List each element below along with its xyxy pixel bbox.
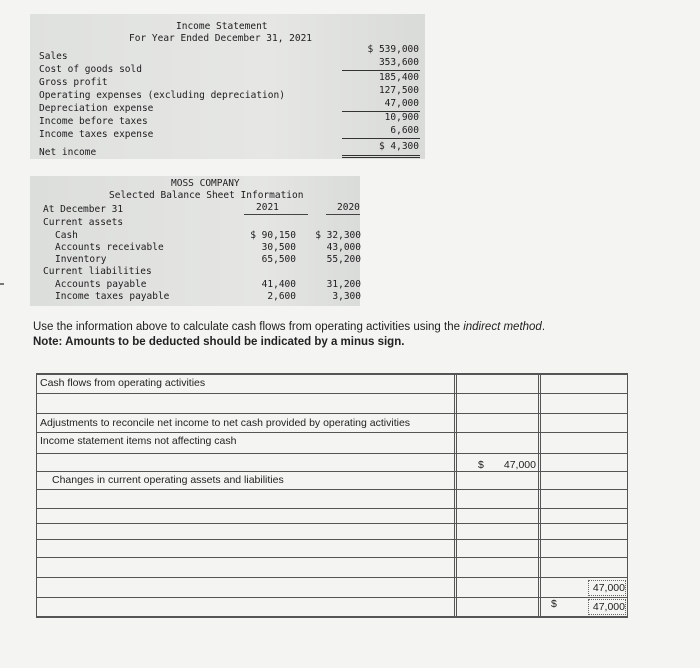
is-label-depreciation: Depreciation expense	[39, 103, 154, 114]
header-cash-flows-operating: Cash flows from operating activities	[40, 377, 206, 389]
depreciation-currency: $	[478, 459, 484, 471]
input-row-5-label[interactable]	[37, 540, 454, 556]
is-value-net-income: $ 4,300	[378, 141, 419, 152]
input-row-4-amount[interactable]	[457, 524, 537, 538]
input-row-3-label[interactable]	[37, 509, 454, 522]
cash-flow-worksheet	[36, 373, 628, 617]
is-rule-1	[342, 70, 420, 71]
bs-ap-2020: 31,200	[326, 279, 361, 290]
bs-current-liabilities-label: Current liabilities	[43, 266, 152, 277]
bs-ar-2020: 43,000	[326, 242, 361, 253]
input-row-0-label[interactable]	[37, 394, 454, 412]
balance-sheet-panel	[30, 176, 360, 306]
instructions-emphasis: indirect method	[463, 321, 542, 333]
label-non-cash-items: Income statement items not affecting cash	[40, 435, 237, 447]
net-cash-provided-amount: 47,000	[588, 599, 626, 615]
bs-cash-2021: $ 90,150	[250, 230, 296, 241]
subtotal-changes-amount: 47,000	[588, 580, 626, 596]
is-label-income-taxes: Income taxes expense	[39, 129, 154, 140]
grid-col-mid-2	[538, 373, 539, 617]
depreciation-amount: 47,000	[503, 459, 536, 471]
instructions-text: Use the information above to calculate cash flows from operating activities using the	[33, 321, 464, 333]
bs-taxes-2020: 3,300	[332, 291, 361, 302]
bs-col-2021: 2021	[256, 202, 279, 213]
is-label-opex: Operating expenses (excluding depreciation)	[39, 90, 285, 101]
input-row-6-amount[interactable]	[457, 558, 537, 576]
input-row-3-amount[interactable]	[457, 509, 537, 522]
bs-asset-inventory-label: Inventory	[55, 254, 107, 265]
is-value-income-before-taxes: 10,900	[384, 112, 419, 123]
is-label-income-before-taxes: Income before taxes	[39, 116, 148, 127]
bs-asset-ar-label: Accounts receivable	[55, 242, 164, 253]
income-statement-title: Income Statement	[176, 21, 268, 32]
instructions-line-1	[33, 321, 545, 333]
bs-liab-taxes-label: Income taxes payable	[55, 291, 170, 302]
bs-cash-2020: $ 32,300	[315, 230, 361, 241]
income-statement-panel	[30, 14, 425, 159]
input-row-2-label[interactable]	[37, 490, 454, 507]
is-rule-double-2	[342, 157, 420, 158]
bs-current-assets-label: Current assets	[43, 217, 124, 228]
is-value-cogs: 353,600	[378, 57, 419, 68]
grid-col-right	[627, 373, 628, 617]
is-value-depreciation: 47,000	[384, 98, 419, 109]
bs-inventory-2020: 55,200	[326, 254, 361, 265]
label-changes-current: Changes in current operating assets and liabilities	[52, 474, 284, 486]
input-row-4-label[interactable]	[37, 524, 454, 538]
is-value-sales: $ 539,000	[367, 44, 419, 55]
edge-marker	[0, 283, 4, 285]
bs-title: Selected Balance Sheet Information	[109, 190, 304, 201]
input-row-6-label[interactable]	[37, 558, 454, 576]
grid-col-mid-1	[454, 373, 455, 617]
bs-inventory-2021: 65,500	[261, 254, 296, 265]
bs-rule-2021	[244, 214, 308, 215]
input-row-0-amount[interactable]	[541, 394, 626, 412]
income-statement-period: For Year Ended December 31, 2021	[129, 33, 313, 44]
bs-rule-2020	[326, 214, 360, 215]
instructions-period: .	[541, 321, 546, 333]
bs-company: MOSS COMPANY	[171, 178, 240, 189]
bs-liab-ap-label: Accounts payable	[55, 279, 147, 290]
is-rule-double-1	[342, 155, 420, 156]
bs-ar-2021: 30,500	[261, 242, 296, 253]
bs-taxes-2021: 2,600	[267, 291, 296, 302]
is-value-gross-profit: 185,400	[378, 72, 419, 83]
instructions-note: Note: Amounts to be deducted should be indicated by a minus sign.	[33, 336, 405, 348]
is-label-cogs: Cost of goods sold	[39, 64, 142, 75]
is-label-gross-profit: Gross profit	[39, 77, 108, 88]
is-value-income-taxes: 6,600	[390, 125, 419, 136]
bs-col-2020: 2020	[337, 202, 360, 213]
input-row-1-label[interactable]	[37, 454, 454, 470]
is-label-sales: Sales	[39, 51, 68, 62]
is-label-net-income: Net income	[39, 147, 97, 158]
is-rule-3	[342, 138, 420, 139]
input-row-2-amount[interactable]	[457, 490, 537, 507]
net-cash-currency: $	[551, 598, 557, 610]
bs-date-label: At December 31	[43, 204, 124, 215]
bs-ap-2021: 41,400	[261, 279, 296, 290]
input-row-5-amount[interactable]	[457, 540, 537, 556]
bs-asset-cash-label: Cash	[55, 230, 78, 241]
label-adjustments: Adjustments to reconcile net income to net cash provided by operating activities	[40, 417, 411, 429]
is-value-opex: 127,500	[378, 85, 419, 96]
